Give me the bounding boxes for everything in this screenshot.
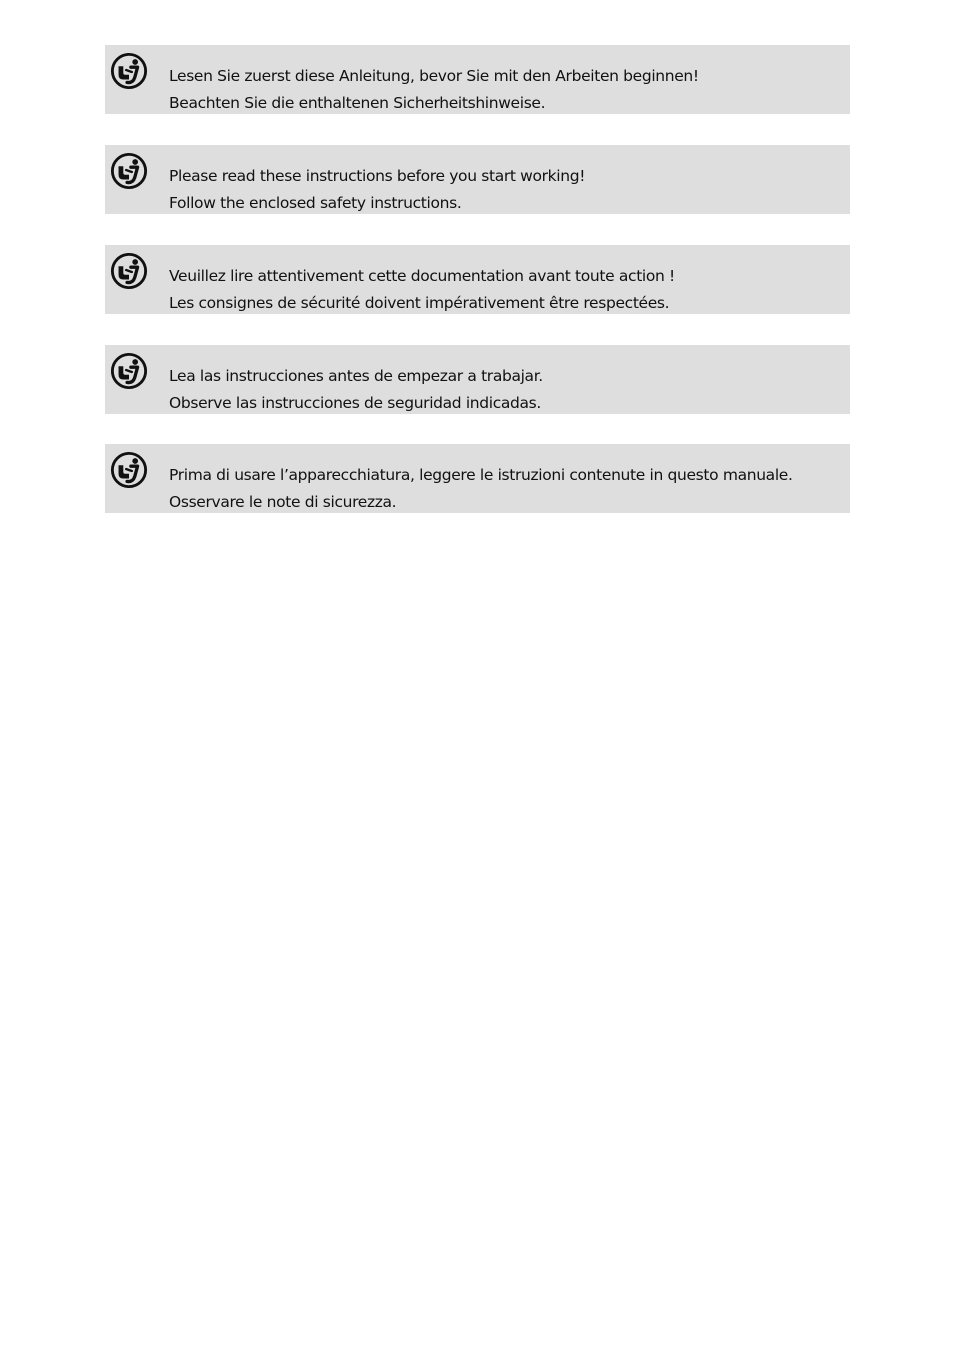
notice-spanish — [105, 345, 850, 414]
notice-english — [105, 145, 850, 214]
notice-german — [105, 45, 850, 114]
notice-french — [105, 245, 850, 314]
notice-line-1: Prima di usare l’apparecchiatura, leggere le istruzioni contenute in questo manuale. — [169, 466, 793, 484]
notice-line-1: Lesen Sie zuerst diese Anleitung, bevor Sie mit den Arbeiten beginnen! — [169, 67, 699, 85]
read-manual-icon — [110, 352, 148, 390]
read-manual-icon — [110, 52, 148, 90]
notice-italian — [105, 444, 850, 513]
notice-line-2: Follow the enclosed safety instructions. — [169, 194, 462, 212]
read-manual-icon — [110, 252, 148, 290]
notice-line-2: Osservare le note di sicurezza. — [169, 493, 397, 511]
notice-line-1: Lea las instrucciones antes de empezar a trabajar. — [169, 367, 543, 385]
notice-line-1: Please read these instructions before you start working! — [169, 167, 586, 185]
notice-line-2: Les consignes de sécurité doivent impérativement être respectées. — [169, 294, 670, 312]
notice-line-2: Beachten Sie die enthaltenen Sicherheitshinweise. — [169, 94, 546, 112]
notice-line-1: Veuillez lire attentivement cette documentation avant toute action ! — [169, 267, 675, 285]
read-manual-icon — [110, 451, 148, 489]
read-manual-icon — [110, 152, 148, 190]
notice-line-2: Observe las instrucciones de seguridad indicadas. — [169, 394, 541, 412]
